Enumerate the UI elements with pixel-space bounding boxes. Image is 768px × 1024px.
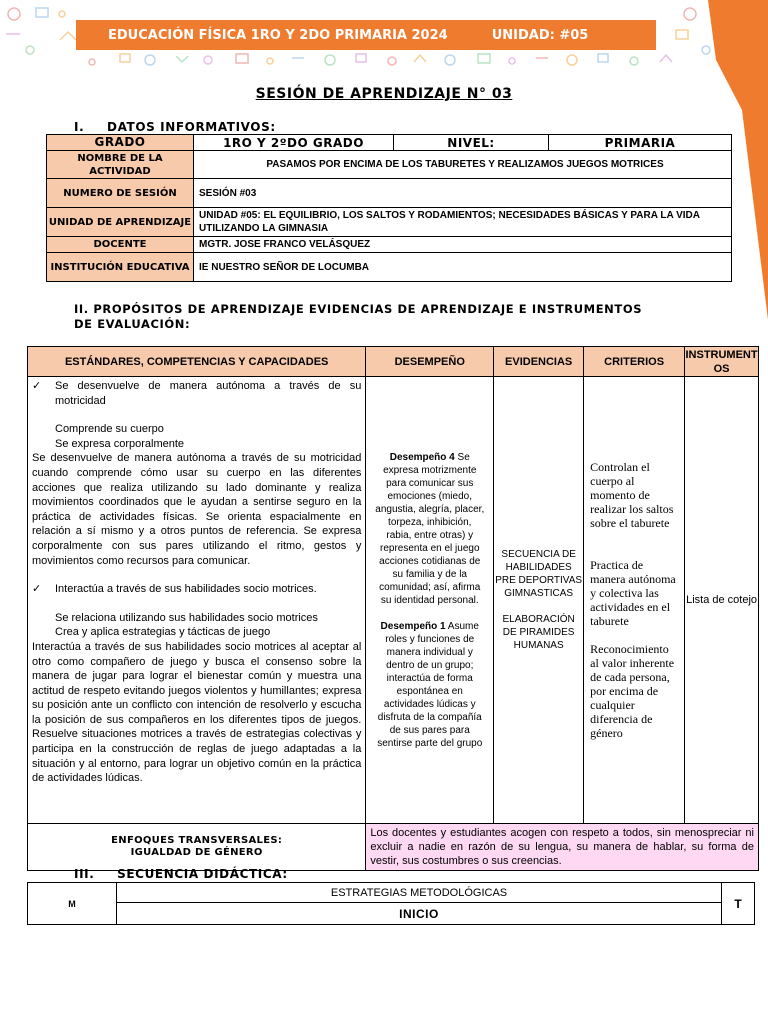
info-value-institucion: IE NUESTRO SEÑOR DE LOCUMBA — [194, 253, 732, 282]
info-row-actividad — [47, 151, 732, 179]
info-value-actividad: PASAMOS POR ENCIMA DE LOS TABURETES Y REALIZAMOS JUEGOS MOTRICES — [194, 151, 732, 179]
section1-num: I. — [74, 120, 85, 134]
info-label-sesion: NUMERO DE SESIÓN — [47, 179, 194, 208]
criterio-2: Practica de manera autónoma y colectiva las actividades en el taburete — [590, 558, 676, 628]
grado-value: 1RO Y 2ºDO GRADO — [194, 135, 394, 151]
info-value-unidad: UNIDAD #05: EL EQUILIBRIO, LOS SALTOS Y RODAMIENTOS; NECESIDADES BÁSICAS Y PARA LA VIDA UTILIZANDO LA GIMNASIA — [194, 208, 732, 237]
checkmark-icon: ✓ — [32, 380, 42, 392]
section3-heading — [74, 867, 288, 881]
section1-heading — [74, 120, 276, 134]
propositos-table — [27, 346, 759, 871]
estandares-cell — [28, 377, 366, 824]
col-estrategias: ESTRATEGIAS METODOLÓGICAS — [117, 883, 722, 903]
competence-2-text: Interactúa a través de sus habilidades socio motrices. — [55, 583, 317, 596]
competence-1 — [32, 379, 361, 408]
desempeno-4-text: Se expresa motrizmente para comunicar sus emociones (miedo, angustia, alegría, placer, torpeza, inhibición, rabia, entre otras) y representa en el juego acciones cotidianas de su familia y de la comunidad; así, afirma su identidad personal. — [375, 451, 485, 606]
capacity-1a: Comprende su cuerpo — [55, 423, 164, 436]
info-label-docente: DOCENTE — [47, 237, 194, 253]
secuencia-inicio-row — [28, 903, 755, 925]
info-value-sesion: SESIÓN #03 — [194, 179, 732, 208]
session-title: SESIÓN DE APRENDIZAJE N° 03 — [255, 86, 513, 102]
desempeno-cell — [366, 377, 494, 824]
enfoques-label-cell — [28, 824, 366, 871]
competence-2 — [32, 582, 361, 597]
info-row-sesion — [47, 179, 732, 208]
section2-heading: II. PROPÓSITOS DE APRENDIZAJE EVIDENCIAS DE APRENDIZAJE E INSTRUMENTOS DE EVALUACIÓN: — [74, 302, 643, 331]
secuencia-table — [27, 882, 755, 925]
competence-1-text: Se desenvuelve de manera autónoma a través de su motricidad — [55, 380, 362, 407]
evidencia-1: SECUENCIA DE HABILIDADES PRE DEPORTIVAS GIMNASTICAS — [495, 549, 583, 599]
desempeno-4-label: Desempeño 4 — [389, 451, 455, 463]
standard-2-text: Interactúa a través de sus habilidades socio motrices al aceptar al otro como compañero de juego y busca el consenso sobre la manera de jugar para lograr el bienestar común y muestra una actitud de respeto evitando juegos violentos y humillantes; expresa su posición ante un conflicto con intención de resolverlo y escucha la posición de sus compañeros en los diferentes tipos de juegos. Resuelve situaciones motrices a través de estrategias colectivas y participa en la construcción de reglas de juego adaptadas a la situación y al entorno, para lograr un objetivo común en la práctica de actividades lúdicas. — [32, 640, 362, 785]
enfoques-row — [28, 824, 759, 871]
propositos-header-row — [28, 347, 759, 377]
grado-label: GRADO — [47, 135, 194, 151]
propositos-body-row — [28, 377, 759, 824]
info-row-unidad — [47, 208, 732, 237]
section1-title: DATOS INFORMATIVOS: — [107, 120, 276, 134]
section3-title: SECUENCIA DIDÁCTICA: — [117, 867, 288, 881]
capacity-2b: Crea y aplica estrategias y tácticas de juego — [55, 626, 271, 639]
checkmark-icon: ✓ — [32, 583, 42, 596]
instrumentos-cell — [685, 377, 759, 824]
info-label-unidad: UNIDAD DE APRENDIZAJE — [47, 208, 194, 237]
enfoques-sub: IGUALDAD DE GÉNERO — [130, 847, 263, 858]
criterio-1: Controlan el cuerpo al momento de realizar los saltos sobre el taburete — [590, 460, 674, 530]
secuencia-header-row — [28, 883, 755, 903]
col-header-desempeno: DESEMPEÑO — [366, 347, 494, 377]
evidencia-2: ELABORACIÓN DE PIRAMIDES HUMANAS — [502, 614, 575, 651]
col-m: M — [28, 883, 117, 925]
standard-1-text: Se desenvuelve de manera autónoma a través de su motricidad cuando comprende cómo usar su cuerpo en las diferentes acciones que realiza utilizando su lado dominante y realiza movimientos coordinados que le ayudan a sentirse seguro en la práctica de actividades físicas. Se orienta espacialmente en relación a sí mismo y a otros puntos de referencia. Se expresa corporalmente con sus pares utilizando el ritmo, gestos y movimientos como recursos para comunicar. — [32, 452, 362, 567]
criterios-cell — [584, 377, 685, 824]
desempeno-4 — [374, 451, 485, 607]
header-title: EDUCACIÓN FÍSICA 1RO Y 2DO PRIMARIA 2024 — [108, 27, 448, 43]
section3-num: III. — [74, 867, 95, 881]
nivel-value: PRIMARIA — [549, 135, 732, 151]
info-row-institucion — [47, 253, 732, 282]
info-row-docente — [47, 237, 732, 253]
info-label-institucion: INSTITUCIÓN EDUCATIVA — [47, 253, 194, 282]
capacity-1b: Se expresa corporalmente — [55, 437, 185, 450]
col-header-instrumentos: INSTRUMENTOS — [685, 348, 758, 375]
inicio-label: INICIO — [117, 903, 722, 925]
col-header-evidencias: EVIDENCIAS — [494, 347, 584, 377]
datos-informativos-table — [46, 134, 732, 282]
col-header-estandares: ESTÁNDARES, COMPETENCIAS Y CAPACIDADES — [28, 347, 366, 377]
desempeno-1-text: Asume roles y funciones de manera individual y dentro de un grupo; interactúa de forma espontánea en actividades lúdicas y disfruta de la compañía de sus pares para sentirse parte del grupo — [377, 620, 483, 749]
capacity-2a: Se relaciona utilizando sus habilidades socio motrices — [55, 611, 318, 624]
enfoques-text: Los docentes y estudiantes acogen con respeto a todos, sin menospreciar ni excluir a nadie en razón de su lengua, su manera de hablar, su forma de vestir, sus costumbres o sus creencias. — [366, 824, 759, 871]
grado-row — [47, 135, 732, 151]
nivel-label: NIVEL: — [394, 135, 549, 151]
desempeno-1-label: Desempeño 1 — [380, 620, 446, 632]
col-header-criterios: CRITERIOS — [584, 347, 685, 377]
enfoques-label: ENFOQUES TRANSVERSALES: — [111, 835, 283, 846]
info-label-actividad: NOMBRE DE LA ACTIVIDAD — [47, 151, 194, 179]
info-value-docente: MGTR. JOSE FRANCO VELÁSQUEZ — [194, 237, 732, 253]
col-t: T — [722, 883, 755, 925]
desempeno-1 — [374, 620, 485, 750]
instrumento-text: Lista de cotejo — [686, 593, 758, 606]
header-banner — [76, 20, 656, 50]
evidencias-cell — [494, 377, 584, 824]
criterio-3: Reconocimiento al valor inherente de cada persona, por encima de cualquier diferencia de género — [590, 642, 675, 740]
header-unit: UNIDAD: #05 — [491, 27, 589, 43]
